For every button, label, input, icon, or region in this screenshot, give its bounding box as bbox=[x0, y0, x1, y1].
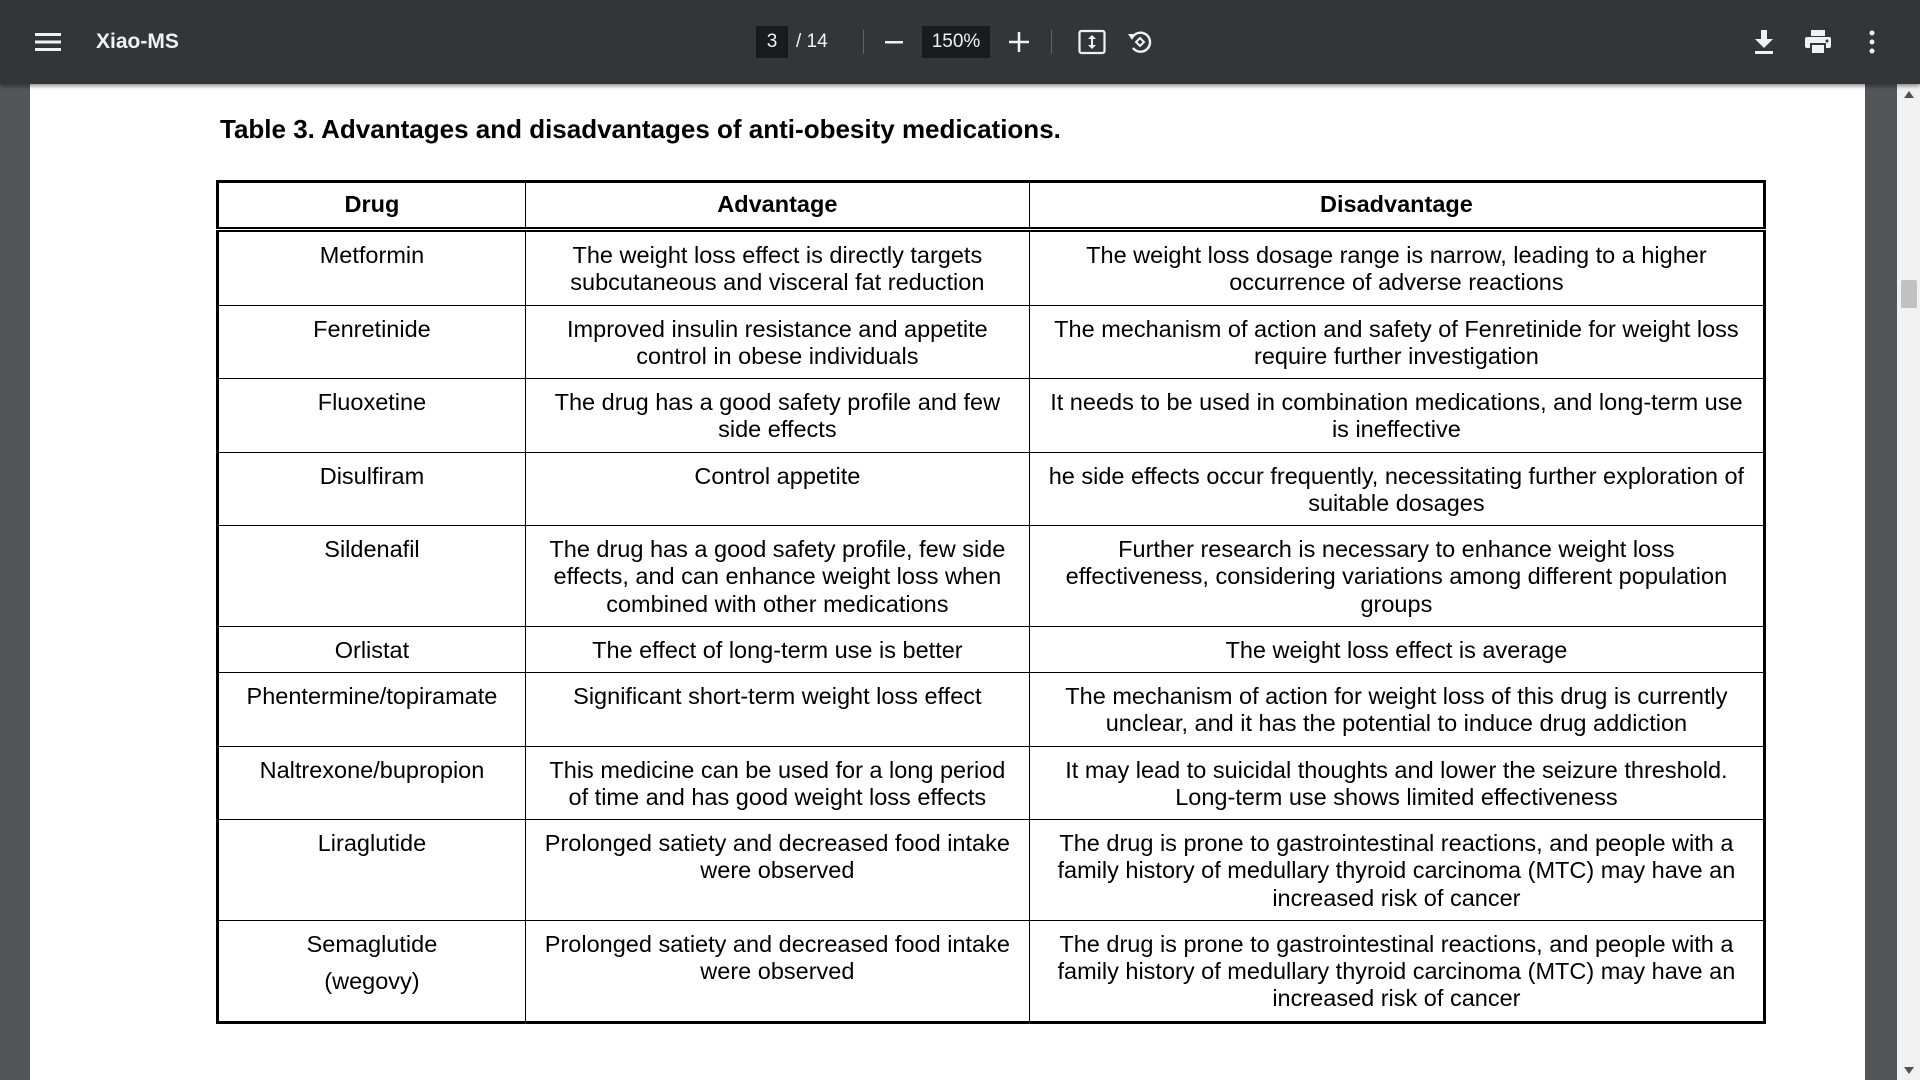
cell-disadvantage: The drug is prone to gastrointestinal reactions, and people with a family history of medullary thyroid carcinoma (MTC) may have an increased risk of cancer bbox=[1029, 820, 1764, 921]
cell-drug bbox=[218, 230, 526, 306]
cell-disadvantage: The weight loss dosage range is narrow, leading to a higher occurrence of adverse reactions bbox=[1029, 230, 1764, 306]
toolbar-divider bbox=[1051, 30, 1052, 54]
cell-advantage: Prolonged satiety and decreased food intake were observed bbox=[525, 920, 1029, 1022]
table-row bbox=[218, 452, 1765, 526]
cell-disadvantage: The mechanism of action for weight loss of this drug is currently unclear, and it has the potential to induce drug addiction bbox=[1029, 673, 1764, 747]
hamburger-menu-icon[interactable] bbox=[24, 18, 72, 66]
cell-disadvantage: Further research is necessary to enhance weight loss effectiveness, considering variations among different population groups bbox=[1029, 526, 1764, 627]
page-number-input[interactable] bbox=[756, 26, 788, 58]
header-advantage: Advantage bbox=[525, 182, 1029, 230]
drug-name: Semaglutide bbox=[306, 930, 438, 957]
rotate-counterclockwise-icon[interactable] bbox=[1116, 18, 1164, 66]
cell-disadvantage: The weight loss effect is average bbox=[1029, 626, 1764, 672]
page-total: / 14 bbox=[796, 31, 828, 52]
pdf-toolbar bbox=[0, 0, 1920, 84]
cell-advantage: Control appetite bbox=[525, 452, 1029, 526]
drug-name: Liraglutide bbox=[317, 830, 427, 856]
scroll-up-arrow-icon[interactable] bbox=[1897, 84, 1920, 104]
table-row bbox=[218, 379, 1765, 453]
scrollbar-thumb[interactable] bbox=[1901, 280, 1917, 308]
header-drug: Drug bbox=[218, 182, 526, 230]
toolbar-divider bbox=[863, 30, 864, 54]
drug-name: Naltrexone/bupropion bbox=[259, 756, 485, 783]
cell-advantage: This medicine can be used for a long period of time and has good weight loss effects bbox=[525, 746, 1029, 820]
scroll-down-arrow-icon[interactable] bbox=[1897, 1060, 1920, 1080]
cell-disadvantage: he side effects occur frequently, necessitating further exploration of suitable dosages bbox=[1029, 452, 1764, 526]
cell-advantage: The weight loss effect is directly targets subcutaneous and visceral fat reduction bbox=[525, 230, 1029, 306]
drug-name: Metformin bbox=[319, 242, 425, 268]
table-row bbox=[218, 820, 1765, 921]
document-title: Xiao-MS bbox=[96, 30, 179, 53]
minus-icon[interactable] bbox=[870, 18, 918, 66]
medications-table bbox=[216, 180, 1766, 1024]
table-row bbox=[218, 526, 1765, 627]
cell-advantage: Significant short-term weight loss effect bbox=[525, 673, 1029, 747]
drug-brand-note: (wegovy) bbox=[324, 968, 420, 994]
cell-drug bbox=[218, 746, 526, 820]
cell-disadvantage: The drug is prone to gastrointestinal reactions, and people with a family history of medullary thyroid carcinoma (MTC) may have an increased risk of cancer bbox=[1029, 920, 1764, 1022]
cell-drug bbox=[218, 379, 526, 453]
plus-icon[interactable] bbox=[995, 18, 1043, 66]
cell-disadvantage: The mechanism of action and safety of Fenretinide for weight loss require further investigation bbox=[1029, 305, 1764, 379]
drug-name: Orlistat bbox=[334, 636, 410, 663]
drug-name: Sildenafil bbox=[324, 536, 420, 562]
cell-drug bbox=[218, 526, 526, 627]
vertical-scrollbar[interactable] bbox=[1897, 84, 1920, 1080]
table-row bbox=[218, 305, 1765, 379]
cell-advantage: Prolonged satiety and decreased food intake were observed bbox=[525, 820, 1029, 921]
table-row bbox=[218, 626, 1765, 672]
table-header-row bbox=[218, 182, 1765, 230]
cell-drug bbox=[218, 673, 526, 747]
table-row bbox=[218, 230, 1765, 306]
cell-advantage: The drug has a good safety profile, few side effects, and can enhance weight loss when combined with other medications bbox=[525, 526, 1029, 627]
cell-disadvantage: It needs to be used in combination medications, and long-term use is ineffective bbox=[1029, 379, 1764, 453]
cell-disadvantage: It may lead to suicidal thoughts and lower the seizure threshold. Long-term use shows limited effectiveness bbox=[1029, 746, 1764, 820]
cell-advantage: Improved insulin resistance and appetite control in obese individuals bbox=[525, 305, 1029, 379]
zoom-level-input[interactable] bbox=[922, 26, 990, 58]
cell-advantage: The effect of long-term use is better bbox=[525, 626, 1029, 672]
cell-drug bbox=[218, 920, 526, 1022]
print-icon[interactable] bbox=[1794, 18, 1842, 66]
table-row bbox=[218, 746, 1765, 820]
drug-name: Phentermine/topiramate bbox=[246, 683, 498, 709]
table-title: Table 3. Advantages and disadvantages of anti-obesity medications. bbox=[220, 114, 1061, 144]
table-row bbox=[218, 673, 1765, 747]
cell-advantage: The drug has a good safety profile and few side effects bbox=[525, 379, 1029, 453]
cell-drug bbox=[218, 820, 526, 921]
drug-name: Fenretinide bbox=[313, 315, 431, 342]
table-row bbox=[218, 920, 1765, 1022]
drug-name: Fluoxetine bbox=[317, 389, 427, 415]
download-icon[interactable] bbox=[1740, 18, 1788, 66]
cell-drug bbox=[218, 452, 526, 526]
cell-drug bbox=[218, 305, 526, 379]
drug-name: Disulfiram bbox=[319, 462, 425, 489]
cell-drug bbox=[218, 626, 526, 672]
header-disadvantage: Disadvantage bbox=[1029, 182, 1764, 230]
fit-to-page-icon[interactable] bbox=[1068, 18, 1116, 66]
more-vertical-icon[interactable] bbox=[1848, 18, 1896, 66]
pdf-page bbox=[30, 84, 1865, 1080]
